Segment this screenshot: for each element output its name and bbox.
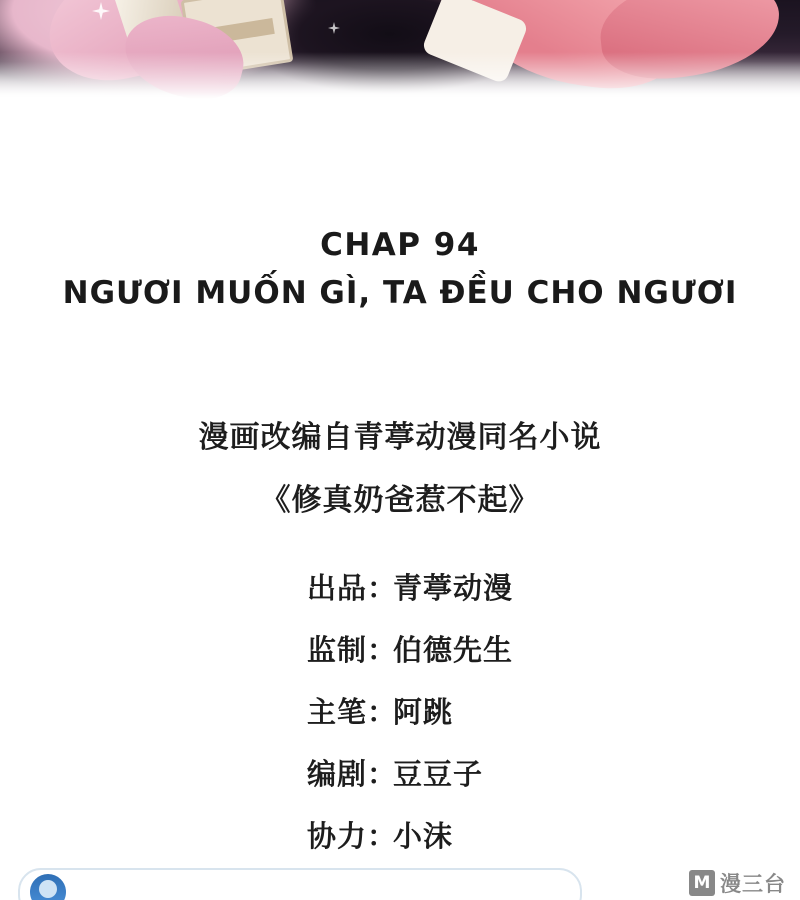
chapter-number: CHAP 94 bbox=[320, 227, 480, 263]
staff-separator: ： bbox=[367, 819, 398, 853]
staff-role: 监制 bbox=[306, 633, 367, 667]
watermark-badge-icon: M bbox=[689, 870, 715, 896]
source-novel-title: 《修真奶爸惹不起》 bbox=[260, 482, 540, 518]
artwork-fade-to-white bbox=[0, 52, 800, 112]
staff-separator: ： bbox=[367, 757, 398, 791]
staff-row bbox=[0, 690, 800, 752]
staff-role: 主笔 bbox=[306, 695, 367, 729]
staff-separator: ： bbox=[367, 633, 398, 667]
staff-name: 伯德先生 bbox=[393, 633, 514, 667]
staff-separator: ： bbox=[367, 695, 398, 729]
staff-name: 青葶动漫 bbox=[393, 571, 514, 605]
staff-name: 阿跳 bbox=[393, 695, 454, 729]
adaptation-line: 漫画改编自青葶动漫同名小说 bbox=[198, 420, 602, 455]
staff-role: 协力 bbox=[306, 819, 367, 853]
credits-block bbox=[0, 418, 800, 521]
staff-row bbox=[0, 752, 800, 814]
staff-row bbox=[0, 814, 800, 876]
staff-role: 编剧 bbox=[306, 757, 367, 791]
staff-separator: ： bbox=[367, 571, 398, 605]
chapter-name: NGƯƠI MUỐN GÌ, TA ĐỀU CHO NGƯƠI bbox=[62, 275, 738, 312]
staff-row bbox=[0, 566, 800, 628]
panel-artwork-top bbox=[0, 0, 800, 112]
staff-row bbox=[0, 628, 800, 690]
staff-name: 小沫 bbox=[393, 819, 454, 853]
staff-role: 出品 bbox=[306, 571, 367, 605]
staff-list bbox=[0, 566, 800, 876]
chapter-title-block bbox=[0, 228, 800, 312]
staff-name: 豆豆子 bbox=[393, 757, 484, 791]
comment-input-pill[interactable] bbox=[18, 868, 582, 900]
watermark-text: 漫三台 bbox=[720, 872, 786, 896]
watermark bbox=[689, 868, 786, 898]
bottom-bar bbox=[0, 868, 800, 900]
